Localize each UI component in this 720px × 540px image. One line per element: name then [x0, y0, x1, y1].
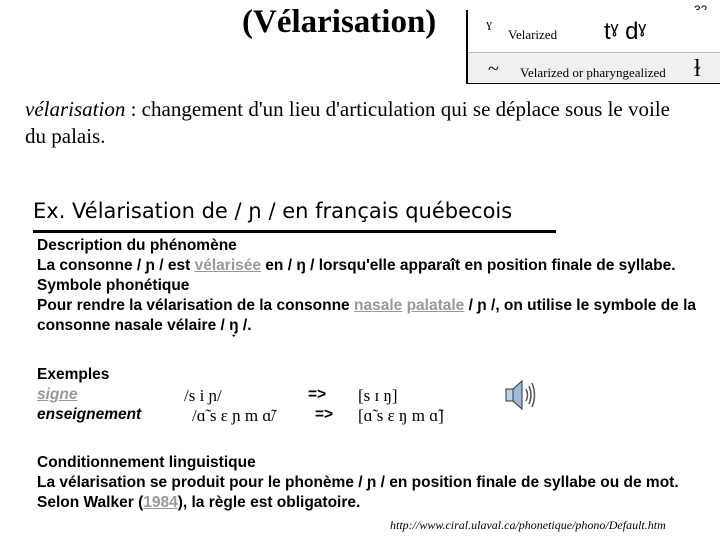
example-phonemic-enseignement: /ɑ̃ s ɛ ɲ m ɑ̃/: [192, 406, 276, 425]
example-heading-text: Ex. Vélarisation de / ɲ / en français québecois: [33, 199, 513, 223]
example-heading: [33, 199, 512, 223]
link-1984[interactable]: 1984: [143, 494, 178, 511]
example-phonemic-signe: /s i ɲ/: [184, 386, 222, 405]
velarized-diacritic: ˠ: [486, 16, 492, 38]
link-palatale[interactable]: palatale: [406, 297, 465, 314]
example-phonetic-enseignement: [ɑ̃ s ɛ ŋ m ɑ̃]: [358, 406, 444, 425]
speaker-icon[interactable]: [500, 377, 540, 413]
conditioning-text: La vélarisation se produit pour le phonème / ɲ / en position finale de syllabe ou de mot. Selon Walker (1984), la règle est obligatoire.: [37, 474, 679, 511]
example-arrow-signe: =>: [308, 386, 327, 403]
conditioning-title: Conditionnement linguistique: [37, 454, 256, 471]
velarized-pharyngealized-label: Velarized or pharyngealized: [520, 65, 666, 80]
example-word-enseignement: enseignement: [37, 406, 142, 423]
example-heading-underline: [33, 230, 556, 233]
example-arrow-enseignement: =>: [315, 406, 334, 423]
velarized-pharyngealized-diacritic: ~: [488, 58, 499, 80]
description-title: Description du phénomène: [37, 237, 237, 254]
footer-url[interactable]: http://www.ciral.ulaval.ca/phonetique/phono/Default.htm: [390, 518, 666, 532]
definition: [25, 96, 685, 150]
description-line1: La consonne / ɲ / est vélarisée en / ŋ / lorsqu'elle apparaît en position finale de syllabe. Symbole phonétique: [37, 257, 676, 294]
definition-term: vélarisation: [25, 97, 126, 121]
description-section: [37, 236, 717, 336]
slide-title: (Vélarisation): [242, 4, 437, 40]
examples-heading: Exemples: [37, 366, 110, 383]
velarized-label: Velarized: [508, 27, 558, 42]
link-velarisee[interactable]: vélarisée: [194, 257, 261, 274]
velarized-examples: tˠ dˠ: [604, 18, 647, 45]
example-word-signe[interactable]: signe: [37, 386, 78, 403]
velarized-pharyngealized-example: ɫ: [694, 56, 701, 82]
conditioning-section: [37, 453, 717, 513]
link-nasale[interactable]: nasale: [354, 297, 403, 314]
ipa-chart-excerpt: [466, 10, 720, 84]
example-phonetic-signe: [s ɪ ŋ]: [358, 386, 398, 405]
definition-text: changement d'un lieu d'articulation qui se déplace sous le voile du palais.: [25, 97, 670, 148]
definition-colon: :: [125, 97, 142, 121]
description-line2: Pour rendre la vélarisation de la consonne nasale palatale / ɲ /, on utilise le symbole de la consonne nasale vélaire / ŋ̟ /.: [37, 297, 697, 334]
